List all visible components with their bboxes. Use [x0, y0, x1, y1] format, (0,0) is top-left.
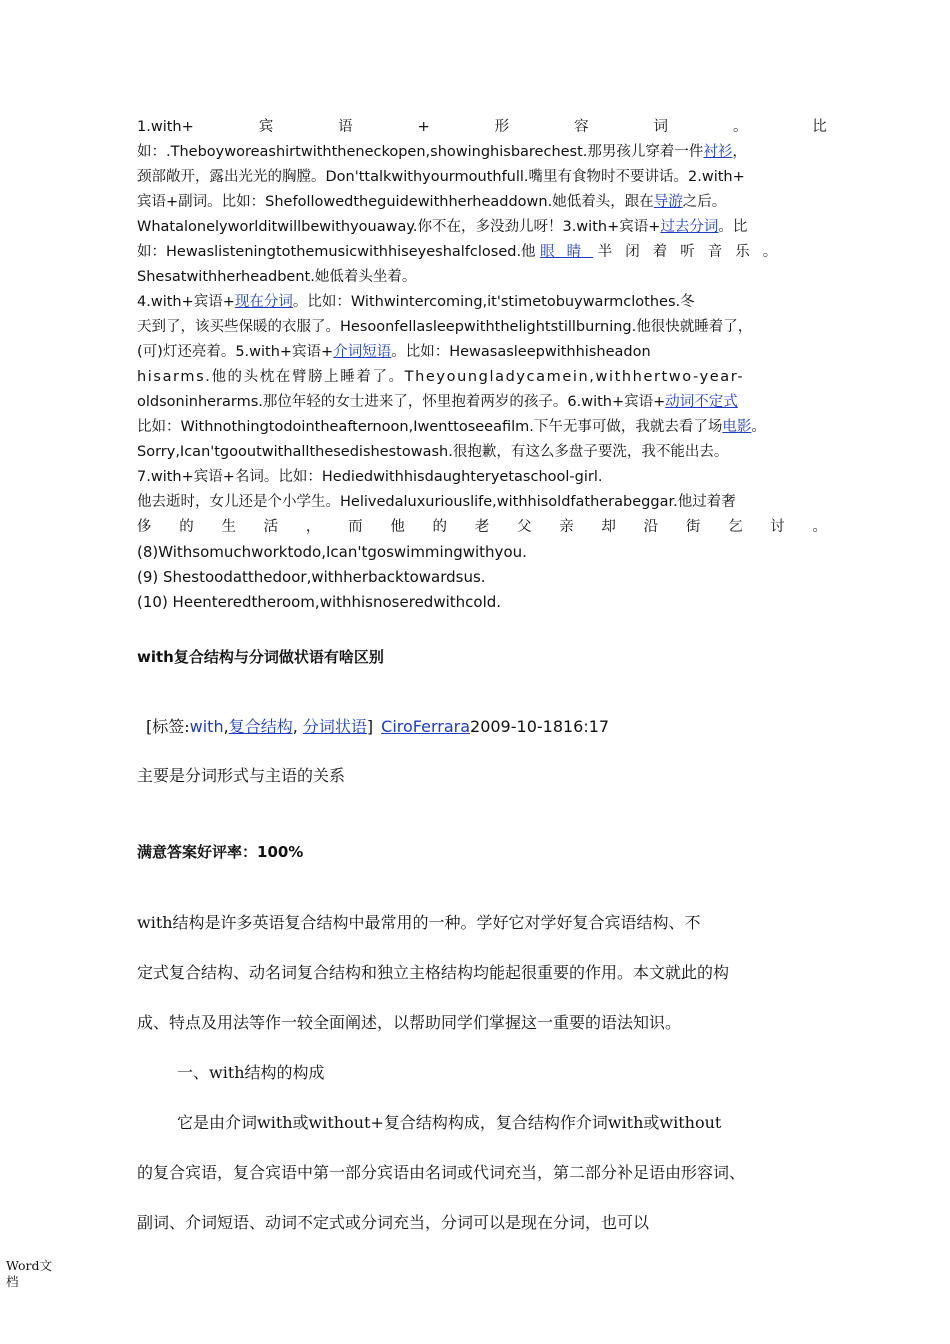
intro-line-3: [137, 165, 827, 190]
link-movie[interactable]: 电影: [722, 419, 752, 435]
body-line-7: 副词、介词短语、动词不定式或分词充当，分词可以是现在分词，也可以: [137, 1213, 650, 1232]
intro-line-5: [137, 215, 827, 240]
section-heading: 一、with结构的构成: [177, 1063, 325, 1082]
text-segment: 之后。: [682, 194, 727, 210]
author-link[interactable]: CiroFerrara: [381, 717, 471, 736]
tags-suffix: ]: [366, 717, 374, 736]
tag-compound-structure[interactable]: 复合结构: [228, 717, 293, 736]
text-segment: 他: [390, 519, 405, 535]
intro-line-1: [137, 115, 827, 140]
text-segment: 侈: [137, 519, 152, 535]
intro-line-6: [137, 240, 827, 265]
text-segment: Sorry,Ican'tgooutwithallthesedishestowash.很抱歉，有这么多盘子要洗，我不能出去。: [137, 444, 729, 460]
text-segment: 。: [812, 519, 827, 535]
text-segment: 。: [751, 419, 766, 435]
page-footer: [6, 1258, 52, 1290]
intro-line-4: [137, 190, 827, 215]
text-segment: 宾语+副词。比如：Shefollowedtheguidewithherheaddown.她低着头，跟在: [137, 194, 654, 210]
text-segment: 比: [812, 119, 827, 135]
link-eyes[interactable]: 眼睛: [540, 244, 594, 260]
text-segment: 沿: [643, 519, 659, 535]
text-segment: 天到了，该买些保暖的衣服了。Hesoonfellasleepwiththelightstillburning.他很快就睡着了，: [137, 319, 753, 335]
body-line-1: with结构是许多英语复合结构中最常用的一种。学好它对学好复合宾语结构、不: [137, 913, 701, 932]
text-segment: 亲: [559, 519, 574, 535]
text-segment: hisarms.他的头枕在臂膀上睡着了。Theyoungladycamein,withhertwo-year-: [137, 369, 745, 385]
tags-prefix: [标签:: [146, 717, 190, 736]
text-segment: 乞: [728, 519, 743, 535]
text-segment: 却: [601, 519, 616, 535]
text-segment: 颈部敞开，露出光光的胸膛。Don'ttalkwithyourmouthfull.嘴里有食物时不要讲话。2.with+: [137, 169, 745, 185]
text-segment: 宾: [258, 119, 274, 135]
text-segment: 4.with+宾语+: [137, 294, 235, 310]
link-past-participle[interactable]: 过去分词: [660, 219, 719, 235]
body-line-5: 它是由介词with或without+复合结构构成，复合结构作介词with或without: [177, 1113, 722, 1132]
intro-line-11: [137, 365, 827, 390]
text-segment: 活: [263, 519, 279, 535]
text-segment: +: [417, 119, 430, 135]
intro-line-7: [137, 265, 827, 290]
link-infinitive[interactable]: 动词不定式: [665, 394, 738, 410]
text-segment: 形: [494, 119, 510, 135]
text-segment: 的: [179, 519, 194, 535]
footer-line-1: Word文: [6, 1258, 53, 1273]
text-segment: oldsoninherarms.那位年轻的女士进来了，怀里抱着两岁的孩子。6.with+宾语+: [137, 394, 666, 410]
text-segment: 如：.Theboyworeashirtwiththeneckopen,showinghisbarechest.那男孩儿穿着一件: [137, 144, 704, 160]
intro-line-17: [137, 515, 827, 540]
text-segment: 语: [338, 119, 353, 135]
text-segment: (可)灯还亮着。5.with+宾语+: [137, 344, 334, 360]
text-segment: 的: [432, 519, 448, 535]
tag-separator: ,: [223, 717, 229, 736]
text-segment: 生: [221, 519, 236, 535]
text-segment: 比如：Withnothingtodointheafternoon,Iwenttoseeafilm.下午无事可做，我就去看了场: [137, 419, 723, 435]
intro-line-15: [137, 465, 827, 490]
text-segment: 他去逝时，女儿还是个小学生。Helivedaluxuriouslife,withhisoldfatherabeggar.他过着奢: [137, 494, 736, 510]
intro-line-13: [137, 415, 827, 440]
answer-title: 满意答案好评率：100%: [137, 843, 304, 861]
example-8: (8)Withsomuchworktodo,Ican'tgoswimmingwithyou.: [137, 543, 527, 561]
text-segment: 。比: [718, 219, 748, 235]
question-title: with复合结构与分词做状语有啥区别: [137, 648, 384, 666]
intro-line-12: [137, 390, 827, 415]
text-segment: 街: [685, 519, 701, 535]
footer-line-2: 档: [6, 1274, 19, 1289]
text-segment: ，: [305, 519, 321, 535]
tags-line: [146, 714, 609, 737]
tag-with[interactable]: with: [189, 717, 224, 736]
text-segment: 。比如：Hewasasleepwithhisheadon: [391, 344, 651, 360]
text-segment: 半闭着听音乐。: [597, 244, 791, 260]
text-segment: 而: [348, 519, 363, 535]
intro-line-16: [137, 490, 827, 515]
text-segment: ，: [732, 144, 747, 160]
link-prepositional-phrase[interactable]: 介词短语: [333, 344, 392, 360]
example-9: (9) Shestoodatthedoor,withherbacktowardsus.: [137, 568, 486, 586]
text-segment: 词: [653, 119, 669, 135]
text-segment: 父: [516, 519, 532, 535]
text-segment: Whatalonelyworlditwillbewithyouaway.你不在，多没劲儿呀！3.with+宾语+: [137, 219, 661, 235]
text-segment: 。: [732, 119, 748, 135]
intro-line-8: [137, 290, 827, 315]
intro-line-14: [137, 440, 827, 465]
question-summary: 主要是分词形式与主语的关系: [137, 766, 346, 785]
text-segment: 。比如：Withwintercoming,it'stimetobuywarmclothes.冬: [292, 294, 695, 310]
body-line-3: 成、特点及用法等作一较全面阐述，以帮助同学们掌握这一重要的语法知识。: [137, 1013, 682, 1032]
intro-line-2: [137, 140, 827, 165]
body-line-6: 的复合宾语，复合宾语中第一部分宾语由名词或代词充当，第二部分补足语由形容词、: [137, 1163, 746, 1182]
text-segment: Shesatwithherheadbent.她低着头坐着。: [137, 269, 417, 285]
example-10: (10) Heenteredtheroom,withhisnoseredwithcold.: [137, 593, 502, 611]
intro-line-10: [137, 340, 827, 365]
body-line-2: 定式复合结构、动名词复合结构和独立主格结构均能起很重要的作用。本文就此的构: [137, 963, 730, 982]
text-segment: 7.with+宾语+名词。比如：Hediedwithhisdaughteryetaschool-girl.: [137, 469, 603, 485]
intro-block: [137, 115, 827, 615]
link-guide[interactable]: 导游: [653, 194, 683, 210]
link-present-participle[interactable]: 现在分词: [234, 294, 293, 310]
tag-participle-adverbial[interactable]: 分词状语: [302, 717, 367, 736]
text-segment: 如：Hewaslisteningtothemusicwithhiseyeshalfclosed.他: [137, 244, 536, 260]
post-datetime: 2009-10-1816:17: [470, 717, 610, 736]
tag-separator: ,: [292, 717, 303, 736]
link-shirt[interactable]: 衬衫: [703, 144, 733, 160]
intro-line-9: [137, 315, 827, 340]
text-segment: 讨: [770, 519, 785, 535]
text-segment: 容: [574, 119, 589, 135]
text-segment: 1.with+: [137, 119, 194, 135]
text-segment: 老: [474, 519, 490, 535]
